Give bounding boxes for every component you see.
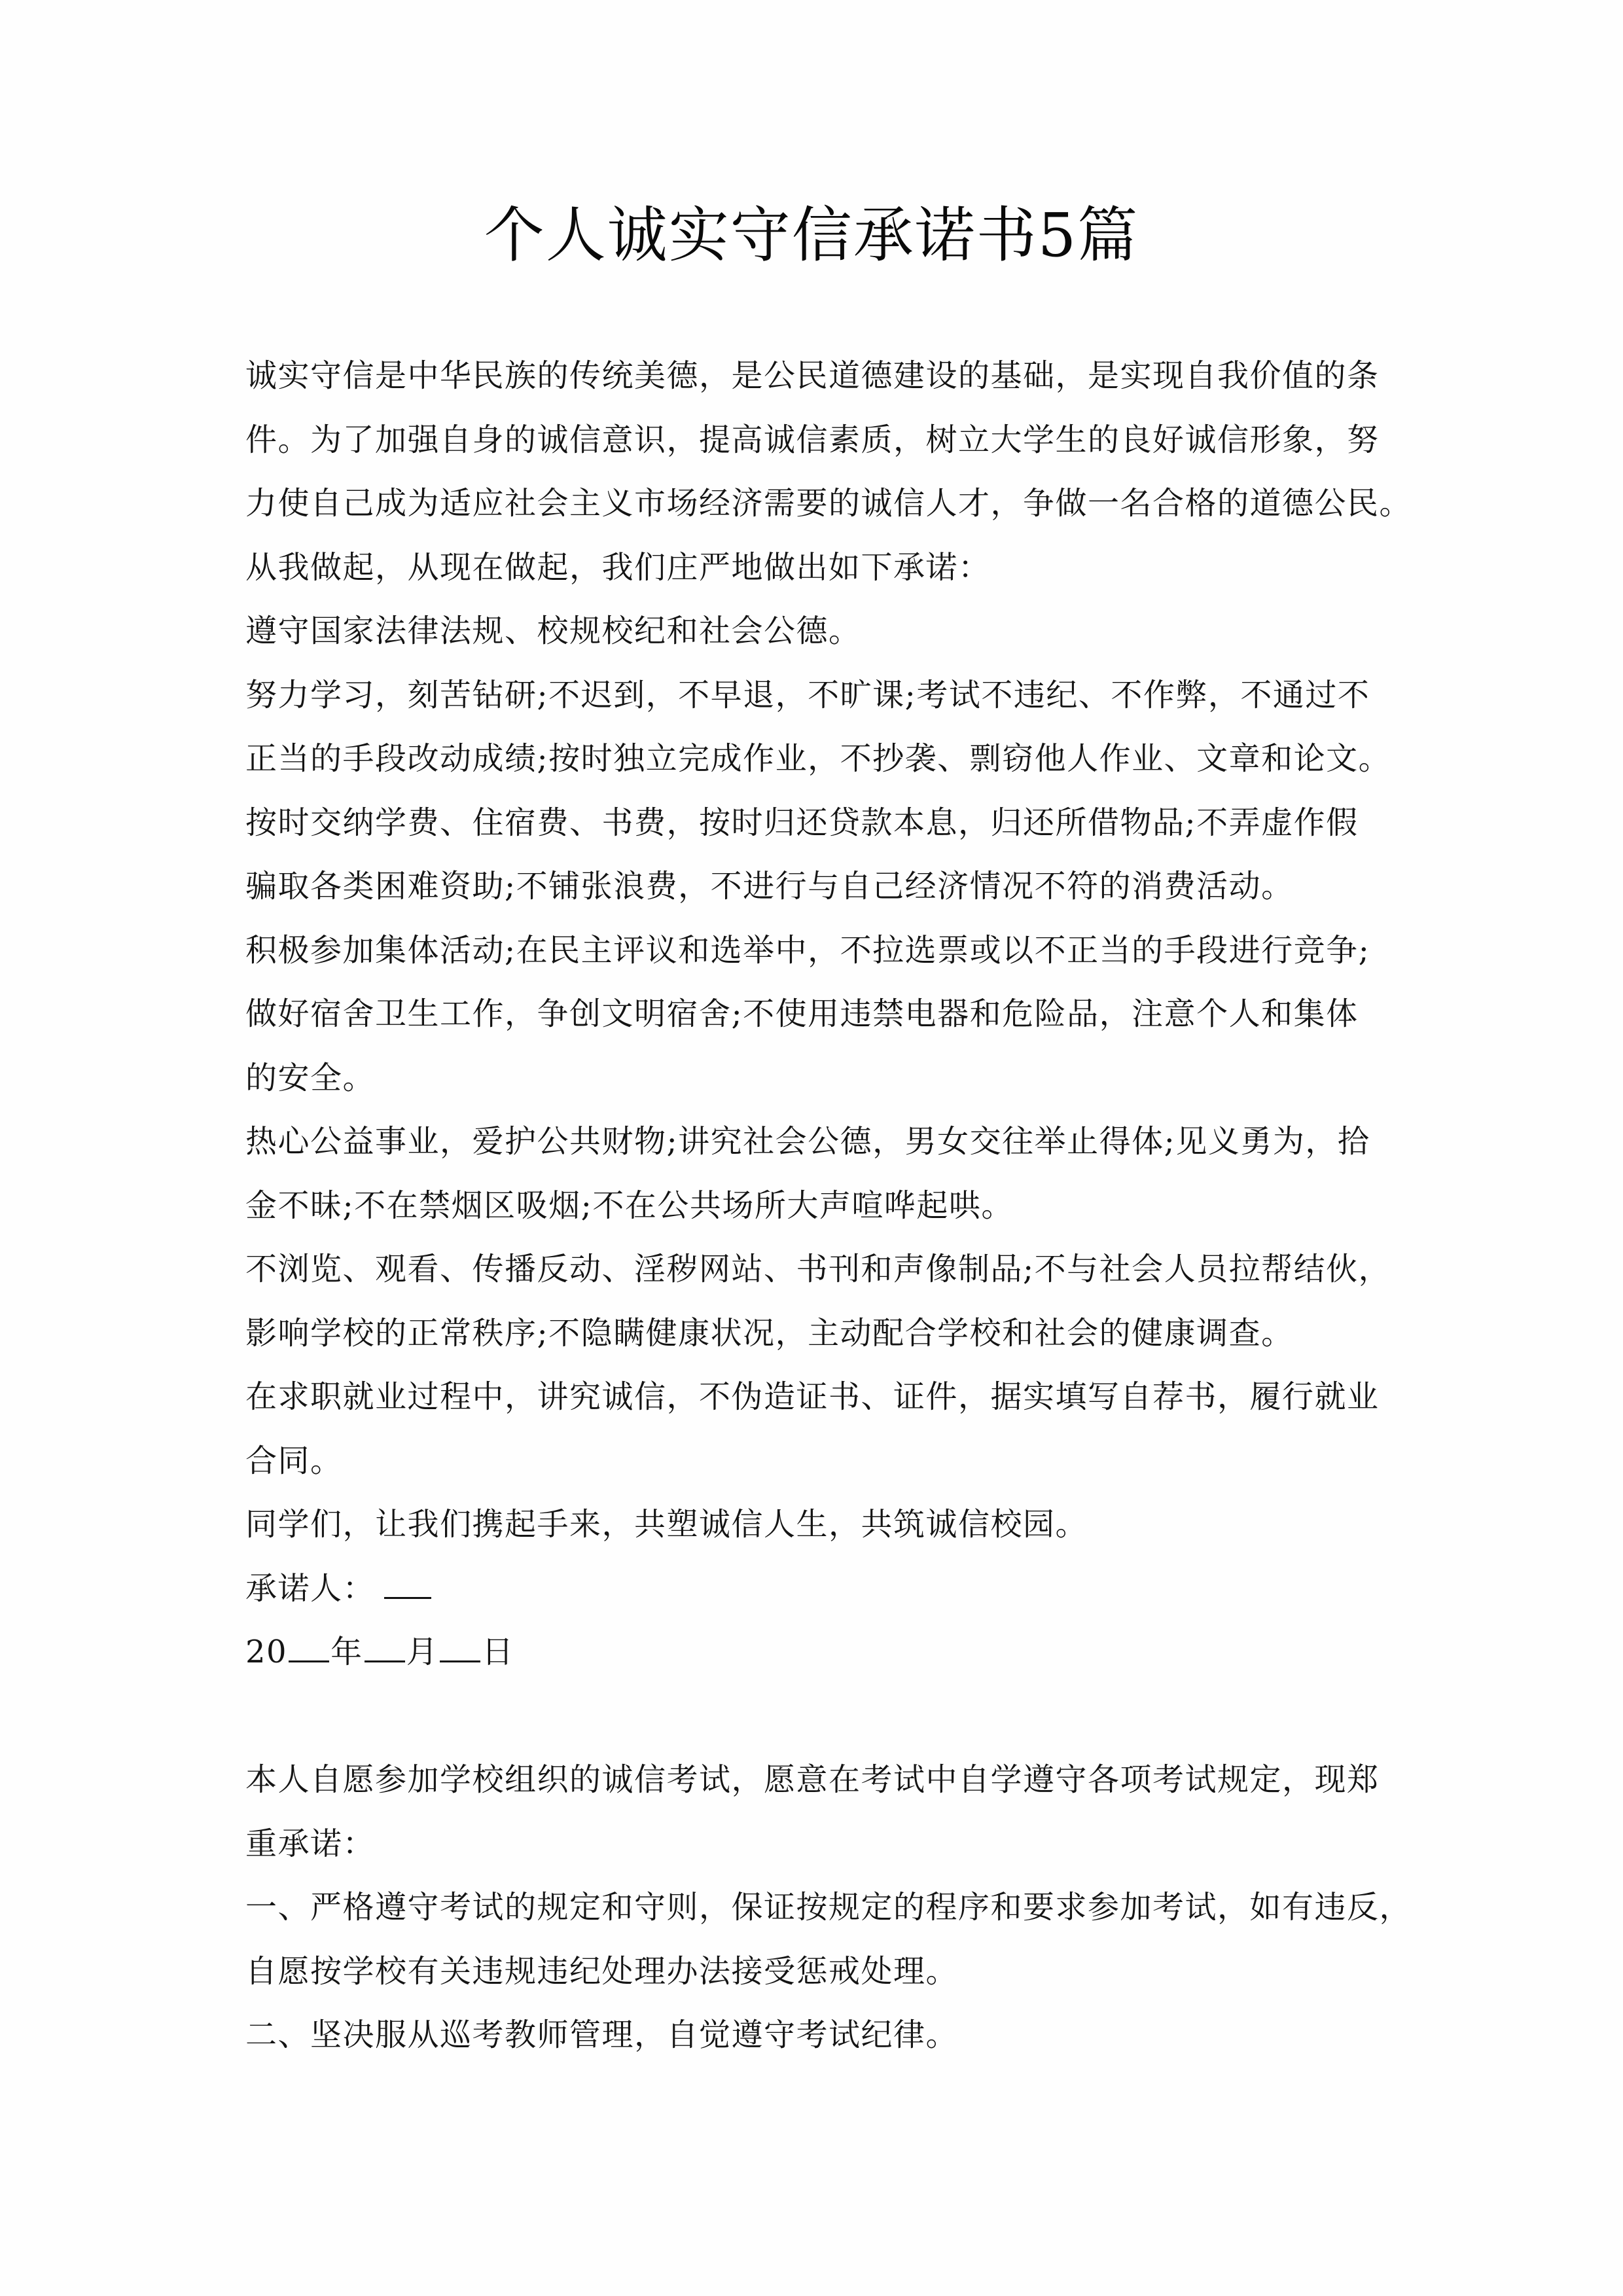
paragraph-line: 遵守国家法律法规、校规校纪和社会公德。 bbox=[245, 613, 861, 649]
document-title: 个人诚实守信承诺书5篇 bbox=[484, 200, 1139, 270]
paragraph-line: 二、坚决服从巡考教师管理，自觉遵守考试纪律。 bbox=[245, 2017, 959, 2053]
year-blank bbox=[289, 1632, 329, 1662]
paragraph-line: 在求职就业过程中，讲究诚信，不伪造证书、证件，据实填写自荐书，履行就业 bbox=[245, 1378, 1380, 1415]
signature-line bbox=[245, 1557, 1384, 1621]
paragraph-line: 正当的手段改动成绩;按时独立完成作业，不抄袭、剽窃他人作业、文章和论文。 bbox=[245, 740, 1391, 777]
paragraph-line: 同学们，让我们携起手来，共塑诚信人生，共筑诚信校园。 bbox=[245, 1506, 1088, 1543]
pledge-section-1 bbox=[245, 344, 1412, 1685]
paragraph-line: 诚实守信是中华民族的传统美德，是公民道德建设的基础，是实现自我价值的条 bbox=[245, 357, 1380, 394]
paragraph-line: 力使自己成为适应社会主义市场经济需要的诚信人才，争做一名合格的道德公民。 bbox=[245, 485, 1412, 522]
paragraph-line: 做好宿舍卫生工作，争创文明宿舍;不使用违禁电器和危险品，注意个人和集体 bbox=[245, 996, 1359, 1032]
paragraph-line: 合同。 bbox=[245, 1442, 343, 1479]
paragraph-line: 积极参加集体活动;在民主评议和选举中，不拉选票或以不正当的手段进行竞争; bbox=[245, 931, 1370, 969]
paragraph-line: 影响学校的正常秩序;不隐瞒健康状况，主动配合学校和社会的健康调查。 bbox=[245, 1314, 1294, 1352]
paragraph-line: 的安全。 bbox=[245, 1059, 376, 1096]
date-year-label: 年 bbox=[330, 1634, 363, 1670]
paragraph-line: 金不昧;不在禁烟区吸烟;不在公共场所大声喧哗起哄。 bbox=[245, 1187, 1014, 1224]
paragraph-line: 重承诺： bbox=[245, 1825, 376, 1862]
paragraph-line: 不浏览、观看、传播反动、淫秽网站、书刊和声像制品;不与社会人员拉帮结伙， bbox=[245, 1251, 1391, 1287]
date-year-prefix: 20 bbox=[245, 1634, 288, 1670]
day-blank bbox=[440, 1632, 480, 1662]
month-blank bbox=[365, 1632, 405, 1662]
date-line bbox=[245, 1621, 1384, 1685]
paragraph-line: 本人自愿参加学校组织的诚信考试，愿意在考试中自学遵守各项考试规定，现郑 bbox=[245, 1761, 1380, 1798]
paragraph-line: 热心公益事业，爱护公共财物;讲究社会公德，男女交往举止得体;见义勇为，拾 bbox=[245, 1123, 1370, 1160]
date-day-label: 日 bbox=[482, 1634, 514, 1670]
document-body bbox=[245, 344, 1412, 2068]
paragraph-line: 骗取各类困难资助;不铺张浪费，不进行与自己经济情况不符的消费活动。 bbox=[245, 868, 1294, 905]
paragraph-line: 件。为了加强自身的诚信意识，提高诚信素质，树立大学生的良好诚信形象，努 bbox=[245, 421, 1380, 458]
date-month-label: 月 bbox=[406, 1634, 439, 1670]
signature-blank bbox=[384, 1568, 431, 1599]
paragraph-line: 自愿按学校有关违规违纪处理办法接受惩戒处理。 bbox=[245, 1952, 959, 1990]
pledge-section-2 bbox=[245, 1748, 1412, 2068]
paragraph-line: 努力学习，刻苦钻研;不迟到，不早退，不旷课;考试不违纪、不作弊，不通过不 bbox=[245, 676, 1370, 713]
section-gap bbox=[245, 1685, 1384, 1749]
signature-label: 承诺人： bbox=[245, 1570, 376, 1607]
paragraph-line: 一、严格遵守考试的规定和守则，保证按规定的程序和要求参加考试，如有违反， bbox=[245, 1889, 1412, 1926]
paragraph-line: 按时交纳学费、住宿费、书费，按时归还贷款本息，归还所借物品;不弄虚作假 bbox=[245, 804, 1359, 841]
paragraph-line: 从我做起，从现在做起，我们庄严地做出如下承诺： bbox=[245, 548, 991, 586]
